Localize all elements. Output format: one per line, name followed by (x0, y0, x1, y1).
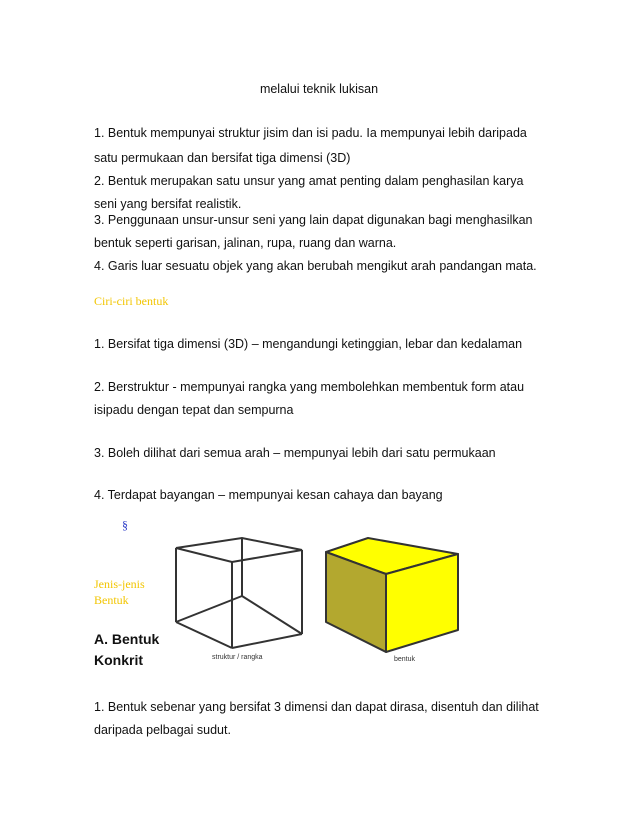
intro-line: seni yang bersifat realistik. (94, 197, 242, 211)
heading-konkrit: A. Bentuk (94, 631, 160, 647)
intro-line: 1. Bentuk mempunyai struktur jisim dan isi padu. Ia mempunyai lebih daripada (94, 126, 527, 140)
intro-line: 2. Bentuk merupakan satu unsur yang amat penting dalam penghasilan karya (94, 174, 524, 188)
figure-caption-left: struktur / rangka (212, 654, 263, 661)
ciri-item: 4. Terdapat bayangan – mempunyai kesan cahaya dan bayang (94, 488, 443, 502)
ciri-item: isipadu dengan tepat dan sempurna (94, 403, 294, 417)
heading-konkrit: Konkrit (94, 652, 143, 668)
cube-illustration (172, 530, 472, 665)
jenis-label: Bentuk (94, 593, 129, 607)
section-heading-ciri: Ciri-ciri bentuk (94, 294, 169, 308)
intro-line: 3. Penggunaan unsur-unsur seni yang lain dapat digunakan bagi menghasilkan (94, 213, 533, 227)
intro-line: bentuk seperti garisan, jalinan, rupa, ruang dan warna. (94, 236, 397, 250)
solid-cube (326, 538, 458, 652)
intro-line: 4. Garis luar sesuatu objek yang akan berubah mengikut arah pandangan mata. (94, 259, 537, 273)
ciri-item: 1. Bersifat tiga dimensi (3D) – mengandungi ketinggian, lebar dan kedalaman (94, 337, 523, 351)
wireframe-cube (176, 538, 302, 648)
figure-caption-right: bentuk (394, 656, 416, 663)
konkrit-item: 1. Bentuk sebenar yang bersifat 3 dimensi dan dapat dirasa, disentuh dan dilihat (94, 700, 539, 714)
page-title: melalui teknik lukisan (259, 82, 379, 96)
bullet-symbol: § (122, 518, 128, 532)
intro-line: satu permukaan dan bersifat tiga dimensi (3D) (94, 151, 351, 165)
jenis-label: Jenis-jenis (94, 577, 145, 591)
ciri-item: 2. Berstruktur - mempunyai rangka yang membolehkan membentuk form atau (94, 380, 525, 394)
konkrit-item: daripada pelbagai sudut. (94, 723, 231, 737)
ciri-item: 3. Boleh dilihat dari semua arah – mempunyai lebih dari satu permukaan (94, 446, 496, 460)
